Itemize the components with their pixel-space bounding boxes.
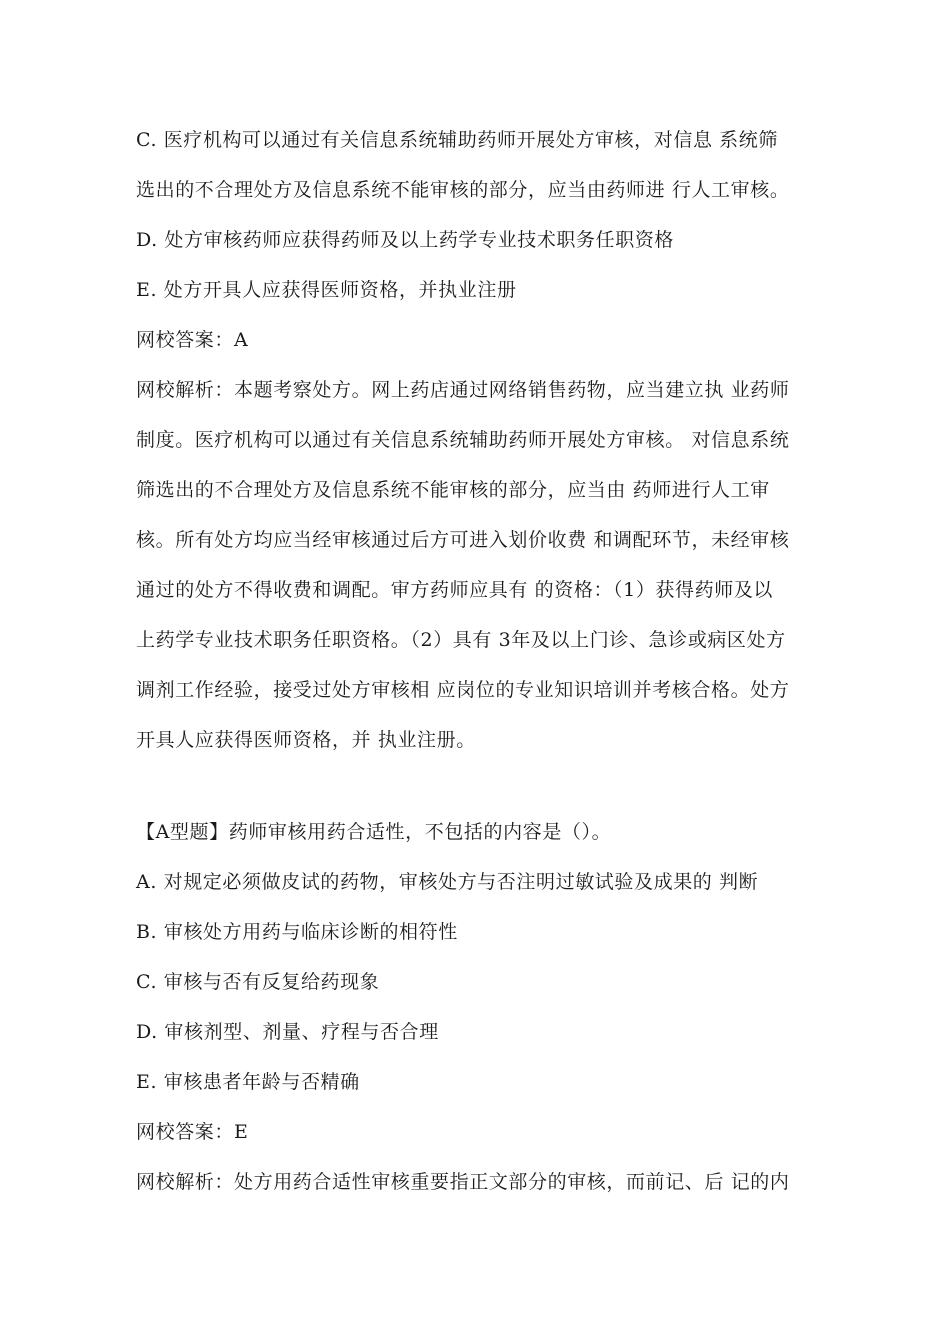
q1-analysis-line: 筛选出的不合理处方及信息系统不能审核的部分，应当由 药师进行人工审	[136, 479, 770, 501]
q1-option-e: E. 处方开具人应获得医师资格，并执业注册	[136, 279, 517, 301]
q2-stem: 【A型题】药师审核用药合适性，不包括的内容是（）。	[136, 821, 612, 843]
q1-analysis-line: 调剂工作经验，接受过处方审核相 应岗位的专业知识培训并考核合格。处方	[136, 679, 790, 701]
q2-answer: 网校答案：E	[136, 1121, 249, 1143]
q1-answer: 网校答案：A	[136, 329, 249, 351]
q1-analysis-line: 上药学专业技术职务任职资格。（2）具有 3年及以上门诊、急诊或病区处方	[136, 629, 786, 651]
q2-option-a: A. 对规定必须做皮试的药物，审核处方与否注明过敏试验及成果的 判断	[136, 871, 759, 893]
q1-analysis-line: 核。所有处方均应当经审核通过后方可进入划价收费 和调配环节，未经审核	[136, 529, 790, 551]
q1-analysis-line: 制度。医疗机构可以通过有关信息系统辅助药师开展处方审核。 对信息系统	[136, 429, 790, 451]
q1-analysis-line: 网校解析：本题考察处方。网上药店通过网络销售药物，应当建立执 业药师	[136, 379, 790, 401]
q2-option-c: C. 审核与否有反复给药现象	[136, 971, 380, 993]
q1-analysis-line: 通过的处方不得收费和调配。审方药师应具有 的资格：（1）获得药师及以	[136, 579, 774, 601]
q2-option-e: E. 审核患者年龄与否精确	[136, 1071, 360, 1093]
q1-option-c-line1: C. 医疗机构可以通过有关信息系统辅助药师开展处方审核，对信息 系统筛	[136, 129, 778, 151]
q2-option-d: D. 审核剂型、剂量、疗程与否合理	[136, 1021, 439, 1043]
q1-option-c-line2: 选出的不合理处方及信息系统不能审核的部分，应当由药师进 行人工审核。	[136, 179, 790, 201]
q1-analysis-line: 开具人应获得医师资格，并 执业注册。	[136, 729, 476, 751]
q1-option-d: D. 处方审核药师应获得药师及以上药学专业技术职务任职资格	[136, 229, 675, 251]
q2-analysis-line: 网校解析：处方用药合适性审核重要指正文部分的审核，而前记、后 记的内	[136, 1171, 790, 1193]
q2-option-b: B. 审核处方用药与临床诊断的相符性	[136, 921, 458, 943]
